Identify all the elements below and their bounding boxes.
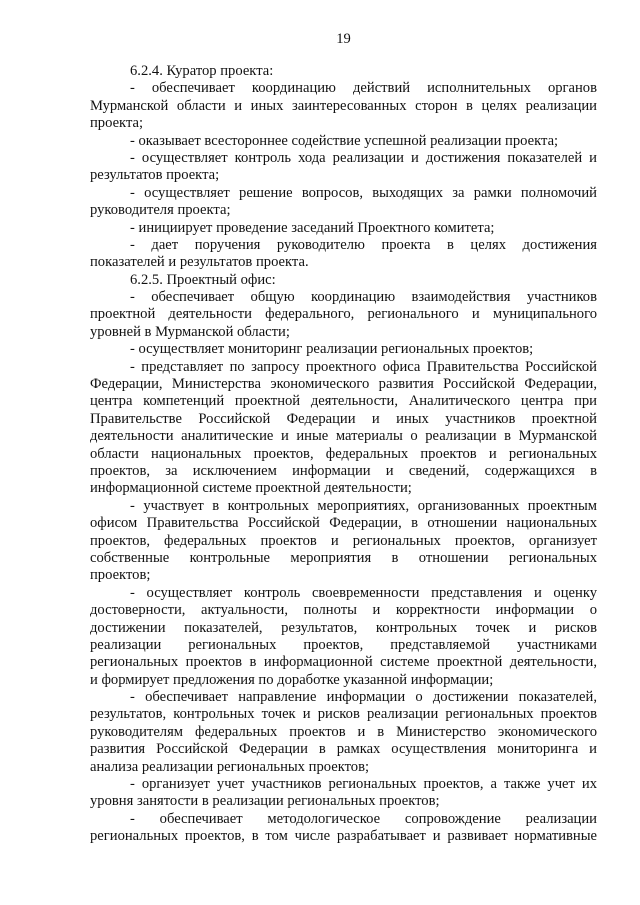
text-line: - представляет по запросу проектного офиса Правительства Российской (130, 358, 597, 375)
text-line: информационной системе проектной деятельности; (90, 480, 412, 497)
text-line: - обеспечивает методологическое сопровождение реализации (130, 810, 597, 827)
text-line: собственные контрольные мероприятия в отношении региональных (90, 549, 597, 566)
text-line: - оказывает всестороннее содействие успешной реализации проекта; (130, 132, 559, 149)
section-curator (90, 63, 597, 272)
text-line: проектов, федеральных проектов и региональных проектов, организует (90, 532, 597, 549)
text-line: деятельности аналитические и иные материалы о реализации в Мурманской (90, 428, 597, 445)
text-line: руководителя проекта; (90, 202, 231, 219)
list-item (90, 359, 597, 498)
text-line: и формирует предложения по доработке указанной информации; (90, 671, 494, 688)
text-line: - осуществляет решение вопросов, выходящих за рамки полномочий (130, 184, 597, 201)
text-line: - дает поручения руководителю проекта в целях достижения (130, 236, 597, 253)
list-item (90, 220, 597, 237)
text-line: региональных проектов в информационной системе проектной деятельности, (90, 654, 597, 671)
list-item (90, 776, 597, 811)
text-line: - организует учет участников региональных проектов, а также учет их (130, 776, 597, 793)
text-line: показателей и результатов проекта. (90, 254, 309, 271)
text-line: результатов проекта; (90, 167, 220, 184)
text-line: - обеспечивает координацию действий исполнительных органов (130, 80, 597, 97)
text-line: центра компетенций проектной деятельности, Аналитического центра при (90, 393, 597, 410)
section-heading: 6.2.4. Куратор проекта: (130, 63, 274, 79)
text-line: достоверности, актуальности, полноты и корректности информации о (90, 602, 597, 619)
list-item (90, 498, 597, 585)
list-item (90, 585, 597, 689)
text-line: - участвует в контрольных мероприятиях, организованных проектным (130, 497, 597, 514)
text-line: реализации региональных проектов, представляемой участниками (90, 636, 597, 653)
text-line: анализа реализации региональных проектов; (90, 758, 370, 775)
text-line: результатов, контрольных точек и рисков реализации региональных проектов (90, 706, 597, 723)
text-line: уровней в Мурманской области; (90, 323, 290, 340)
text-line: Правительстве Российской Федерации и иных участников проектной (90, 410, 597, 427)
text-line: развития Российской Федерации в рамках осуществления мониторинга и (90, 741, 597, 758)
section-project-office (90, 272, 597, 846)
text-line: региональных проектов, в том числе разрабатывает и развивает нормативные (90, 828, 597, 845)
text-line: проектов; (90, 567, 151, 584)
list-item (90, 80, 597, 132)
text-line: Мурманской области и иных заинтересованных сторон в целях реализации (90, 97, 597, 114)
list-item (90, 689, 597, 776)
list-item (90, 811, 597, 846)
list-item (90, 150, 597, 185)
text-line: офисом Правительства Российской Федерации, в отношении национальных (90, 515, 597, 532)
text-line: проектов, за исключением информации и сведений, содержащихся в (90, 462, 597, 479)
text-line: - обеспечивает общую координацию взаимодействия участников (130, 289, 597, 306)
text-line: - инициирует проведение заседаний Проектного комитета; (130, 219, 495, 236)
text-line: - осуществляет контроль своевременности представления и оценку (130, 584, 597, 601)
section-heading: 6.2.5. Проектный офис: (130, 271, 276, 288)
list-item (90, 133, 597, 150)
list-item (90, 341, 597, 358)
page-number: 19 (336, 31, 351, 47)
document-body (90, 63, 597, 846)
text-line: уровня занятости в реализации региональных проектов; (90, 793, 440, 810)
text-line: - осуществляет мониторинг реализации региональных проектов; (130, 341, 534, 358)
text-line: области национальных проектов, федеральных проектов и региональных (90, 445, 597, 462)
text-line: Федерации, Министерства экономического развития Российской Федерации, (90, 376, 597, 393)
list-item (90, 237, 597, 272)
list-item (90, 289, 597, 341)
text-line: - осуществляет контроль хода реализации и достижения показателей и (130, 149, 597, 166)
list-item (90, 185, 597, 220)
text-line: руководителям федеральных проектов и в Министерство экономического (90, 723, 597, 740)
text-line: проекта; (90, 115, 144, 132)
text-line: - обеспечивает направление информации о достижении показателей, (130, 689, 597, 706)
text-line: достижении показателей, результатов, контрольных точек и рисков (90, 619, 597, 636)
text-line: проектной деятельности федерального, регионального и муниципального (90, 306, 597, 323)
